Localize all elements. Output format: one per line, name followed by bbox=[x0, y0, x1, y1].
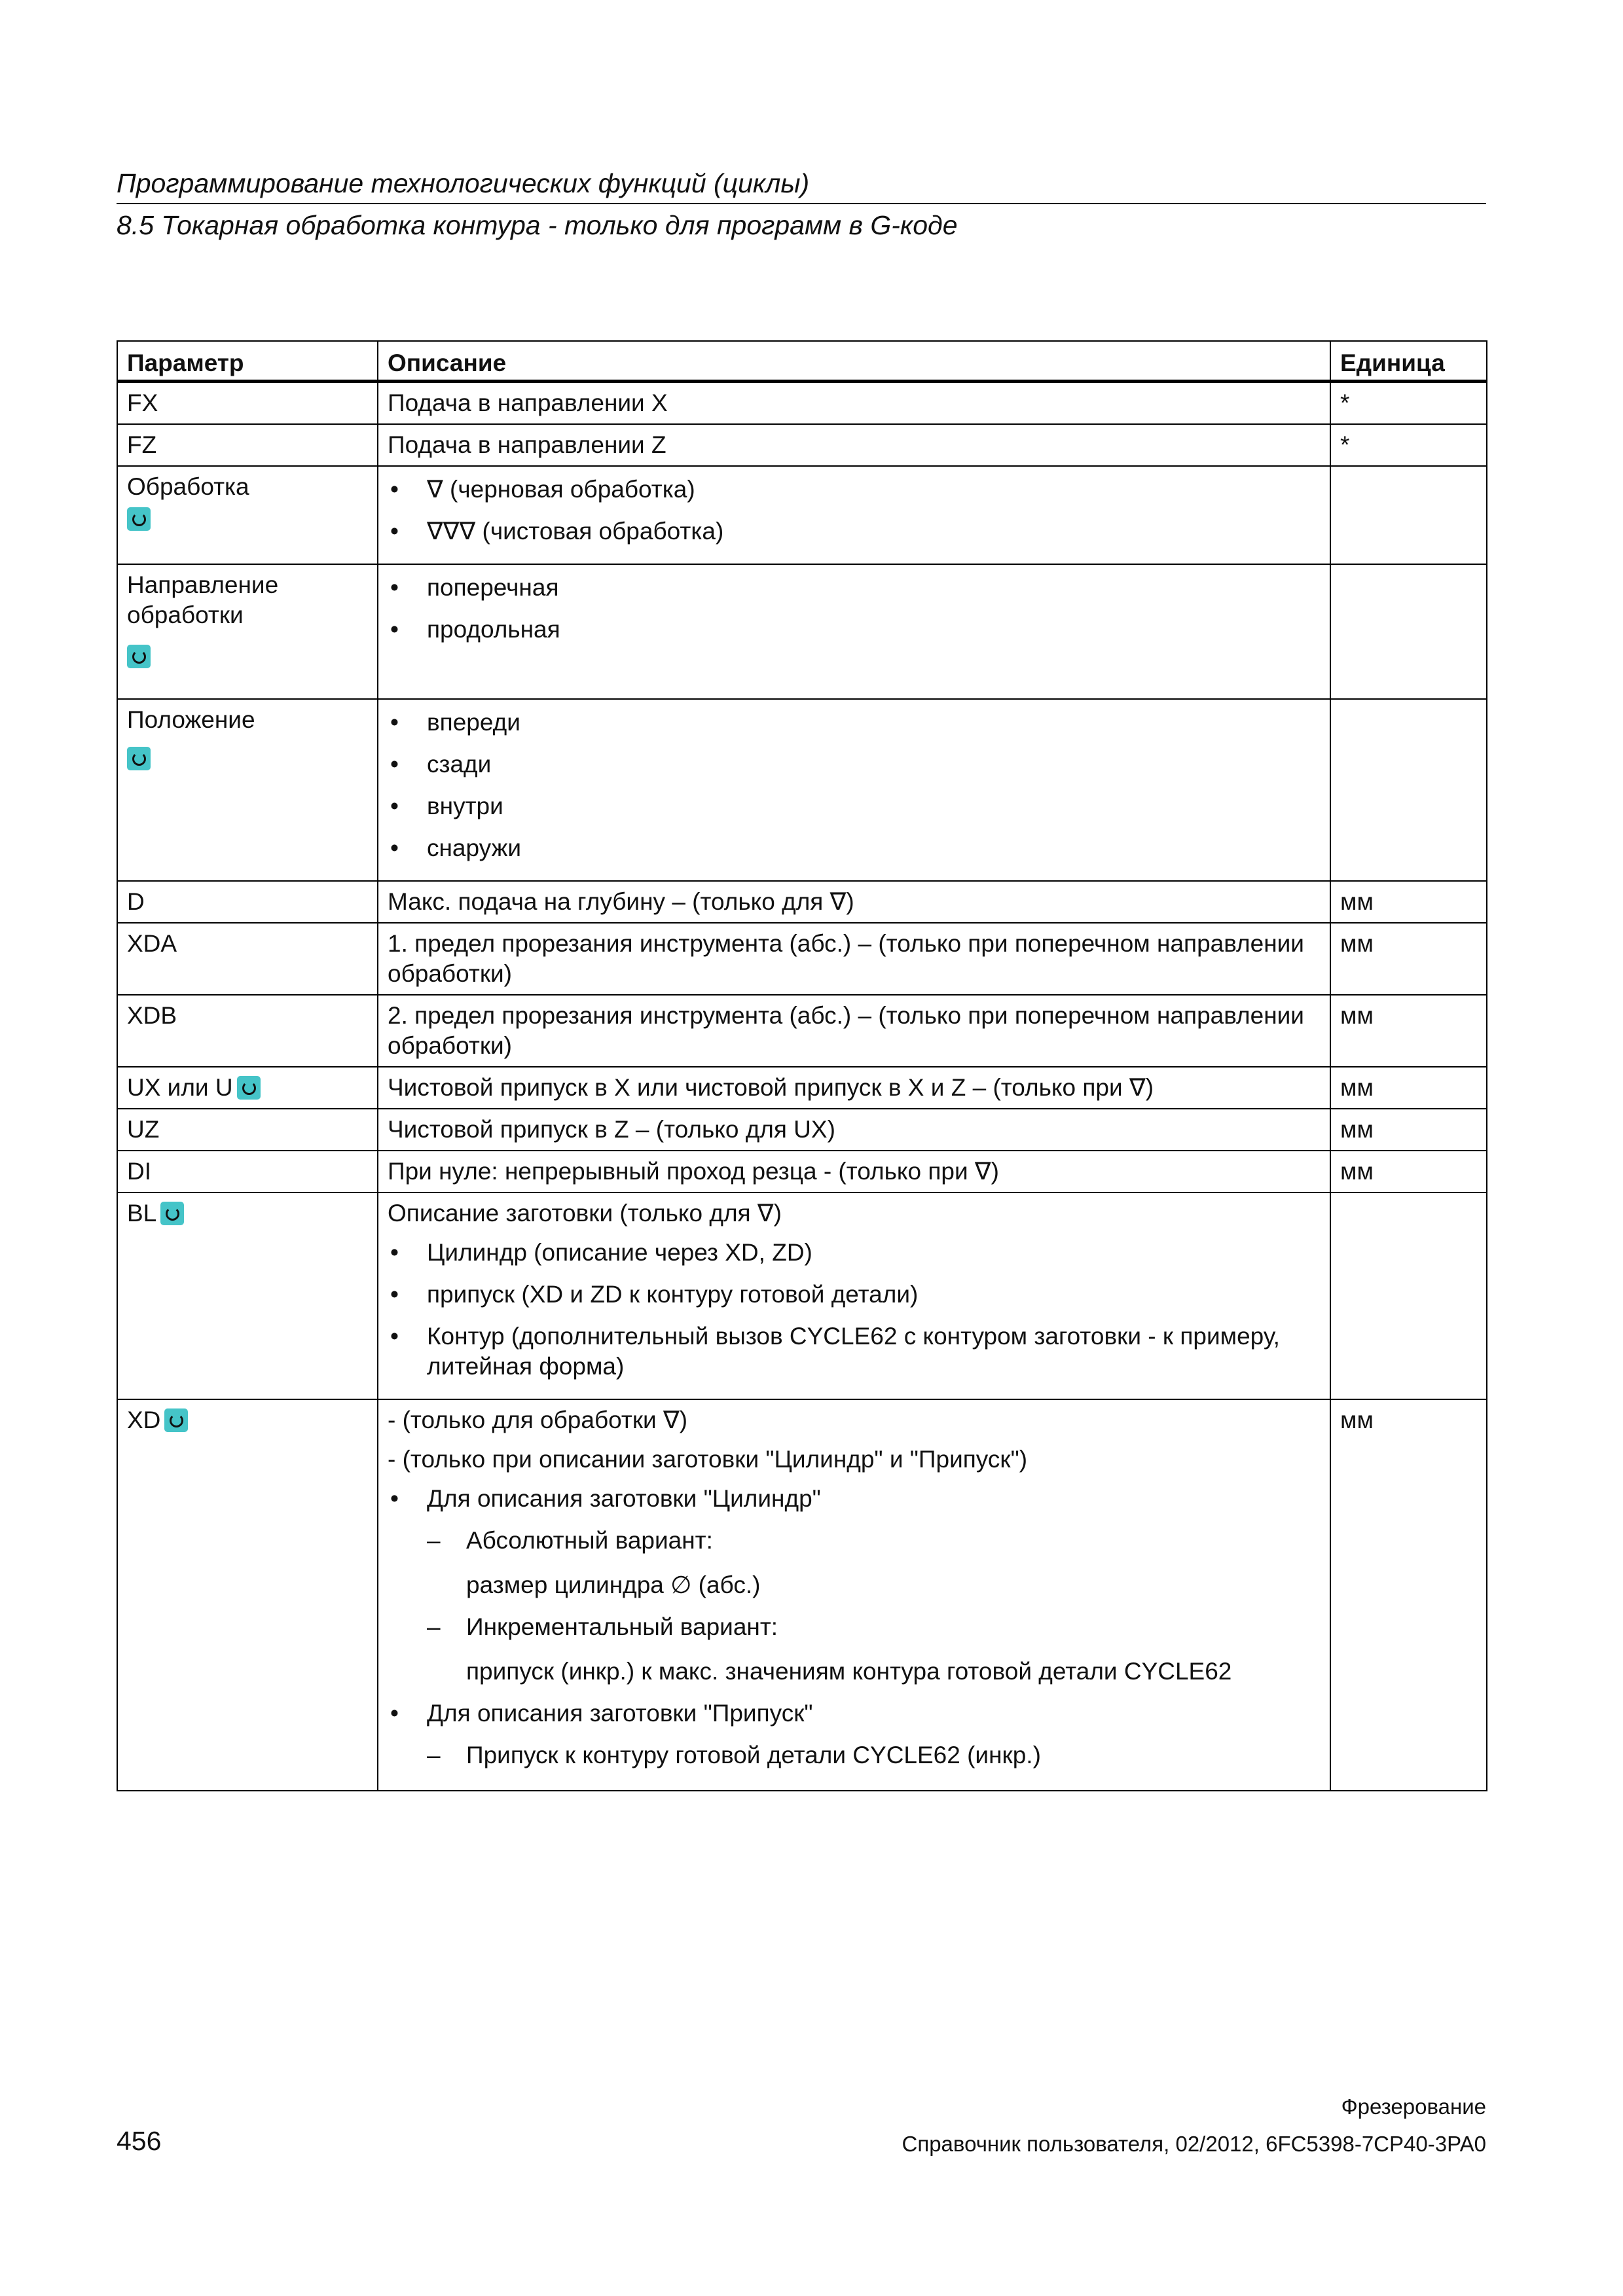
sub-list-item: – Абсолютный вариант: bbox=[388, 1526, 1321, 1556]
param-unit bbox=[1330, 564, 1487, 699]
list-item: • ∇ (черновая обработка) bbox=[388, 475, 1321, 505]
table-row bbox=[117, 564, 1487, 699]
table-row bbox=[117, 923, 1487, 995]
table-row bbox=[117, 1151, 1487, 1193]
param-description: При нуле: непрерывный проход резца - (только при ∇) bbox=[378, 1151, 1330, 1193]
param-description bbox=[378, 699, 1330, 881]
param-unit: мм bbox=[1330, 995, 1487, 1067]
list-item bbox=[388, 1484, 1321, 1514]
parameter-table bbox=[117, 340, 1487, 1791]
toggle-icon bbox=[127, 507, 151, 531]
section-header: 8.5 Токарная обработка контура - только для программ в G-коде bbox=[117, 210, 958, 240]
table-header-row bbox=[117, 341, 1487, 382]
param-cell bbox=[117, 564, 378, 699]
param-name: UZ bbox=[117, 1109, 378, 1151]
description-text: - (только при описании заготовки "Цилиндр" и "Припуск") bbox=[388, 1446, 1028, 1473]
column-header-description: Описание bbox=[378, 341, 1330, 382]
param-name: XDA bbox=[117, 923, 378, 995]
param-name: Направление обработки bbox=[127, 571, 279, 628]
table-row bbox=[117, 1193, 1487, 1399]
list-item: • припуск (XD и ZD к контуру готовой детали) bbox=[388, 1280, 1321, 1310]
toggle-icon bbox=[127, 645, 151, 668]
param-cell bbox=[117, 699, 378, 881]
param-unit: мм bbox=[1330, 881, 1487, 923]
param-cell bbox=[117, 1399, 378, 1791]
column-header-unit: Единица bbox=[1330, 341, 1487, 382]
table-row bbox=[117, 881, 1487, 923]
param-description: Макс. подача на глубину – (только для ∇) bbox=[378, 881, 1330, 923]
table-row bbox=[117, 1399, 1487, 1791]
description-text: - (только для обработки ∇) bbox=[388, 1407, 688, 1433]
list-item: • сзади bbox=[388, 749, 1321, 780]
param-unit: мм bbox=[1330, 1399, 1487, 1791]
list-item: • продольная bbox=[388, 615, 1321, 645]
param-name: Обработка bbox=[127, 473, 249, 500]
param-unit bbox=[1330, 466, 1487, 564]
param-name: BL bbox=[127, 1200, 157, 1227]
page-number: 456 bbox=[117, 2126, 162, 2156]
toggle-icon bbox=[160, 1202, 184, 1225]
param-cell bbox=[117, 466, 378, 564]
table-row bbox=[117, 466, 1487, 564]
list-item: • Цилиндр (описание через XD, ZD) bbox=[388, 1238, 1321, 1268]
param-cell bbox=[117, 1193, 378, 1399]
list-item: • ∇∇∇ (чистовая обработка) bbox=[388, 516, 1321, 547]
param-description bbox=[378, 466, 1330, 564]
param-description bbox=[378, 1193, 1330, 1399]
param-name: FZ bbox=[117, 424, 378, 466]
footer-reference: Справочник пользователя, 02/2012, 6FC5398-7CP40-3PA0 bbox=[902, 2132, 1486, 2156]
list-item: • внутри bbox=[388, 791, 1321, 821]
list-item-label: Для описания заготовки "Цилиндр" bbox=[427, 1485, 821, 1512]
table-row bbox=[117, 995, 1487, 1067]
table-row bbox=[117, 424, 1487, 466]
description-text: Описание заготовки (только для ∇) bbox=[388, 1200, 782, 1227]
param-unit: * bbox=[1330, 424, 1487, 466]
table-row bbox=[117, 699, 1487, 881]
toggle-icon bbox=[164, 1408, 188, 1432]
sub-list-item: – Инкрементальный вариант: bbox=[388, 1612, 1321, 1642]
table-row bbox=[117, 382, 1487, 425]
param-name: UX или U bbox=[127, 1074, 233, 1101]
param-name: DI bbox=[117, 1151, 378, 1193]
list-item: • снаружи bbox=[388, 833, 1321, 863]
param-name: D bbox=[117, 881, 378, 923]
sub-list-detail: размер цилиндра ∅ (абс.) bbox=[466, 1571, 761, 1598]
toggle-icon bbox=[127, 747, 151, 770]
sub-list-detail: припуск (инкр.) к макс. значениям контура готовой детали CYCLE62 bbox=[466, 1658, 1232, 1685]
param-unit: мм bbox=[1330, 1109, 1487, 1151]
list-item: • Контур (дополнительный вызов CYCLE62 с контуром заготовки - к примеру, литейная форма) bbox=[388, 1321, 1321, 1382]
table-row bbox=[117, 1067, 1487, 1109]
toggle-icon bbox=[237, 1076, 261, 1100]
param-unit bbox=[1330, 699, 1487, 881]
param-name: XD bbox=[127, 1407, 161, 1433]
param-description: 1. предел прорезания инструмента (абс.) – (только при поперечном направлении обработки) bbox=[378, 923, 1330, 995]
param-unit: мм bbox=[1330, 1067, 1487, 1109]
sub-list-item: – Припуск к контуру готовой детали CYCLE62 (инкр.) bbox=[388, 1740, 1321, 1770]
param-cell bbox=[117, 1067, 378, 1109]
list-item bbox=[388, 1698, 1321, 1729]
list-item: • поперечная bbox=[388, 573, 1321, 603]
param-description: Чистовой припуск в Z – (только для UX) bbox=[378, 1109, 1330, 1151]
param-description bbox=[378, 1399, 1330, 1791]
param-description: Подача в направлении Z bbox=[378, 424, 1330, 466]
param-name: FX bbox=[117, 382, 378, 425]
param-unit: * bbox=[1330, 382, 1487, 425]
column-header-parameter: Параметр bbox=[117, 341, 378, 382]
param-description bbox=[378, 564, 1330, 699]
param-description: Чистовой припуск в X или чистовой припуск в X и Z – (только при ∇) bbox=[378, 1067, 1330, 1109]
list-item: • впереди bbox=[388, 708, 1321, 738]
param-unit bbox=[1330, 1193, 1487, 1399]
param-description: Подача в направлении X bbox=[378, 382, 1330, 425]
footer-title: Фрезерование bbox=[1341, 2094, 1486, 2119]
chapter-header: Программирование технологических функций (циклы) bbox=[117, 165, 1486, 204]
param-description: 2. предел прорезания инструмента (абс.) – (только при поперечном направлении обработки) bbox=[378, 995, 1330, 1067]
param-unit: мм bbox=[1330, 923, 1487, 995]
list-item-label: Для описания заготовки "Припуск" bbox=[427, 1700, 813, 1727]
param-unit: мм bbox=[1330, 1151, 1487, 1193]
param-name: Положение bbox=[127, 706, 255, 733]
table-row bbox=[117, 1109, 1487, 1151]
param-name: XDB bbox=[117, 995, 378, 1067]
